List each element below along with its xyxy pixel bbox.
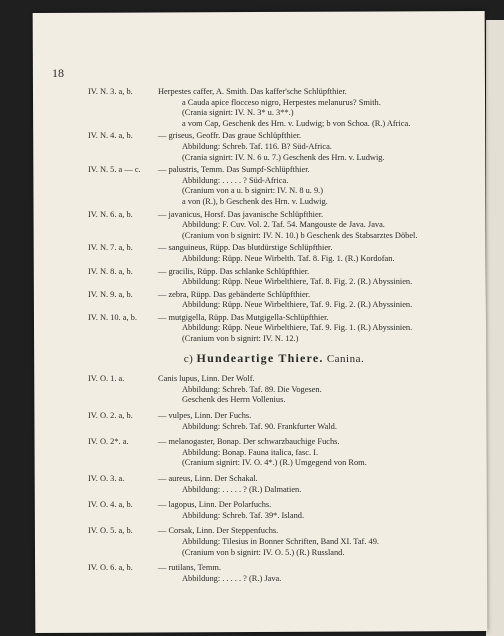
detail-line: Abbildung: Rüpp. Neue Wirbelth. Taf. 8. Fig. 1. (R.) Kordofan. xyxy=(182,253,395,263)
detail-line: Abbildung: Rüpp. Neue Wirbelthiere, Taf. 9. Fig. 1. (R.) Abyssinien. xyxy=(182,323,413,333)
detail-line: Abbildung: Bonap. Fauna italica, fasc. I. xyxy=(182,447,319,457)
section-herpestes xyxy=(88,87,460,345)
species-line: — mutgigella, Rüpp. Das Mutgigella-Schlüpfthier. xyxy=(158,312,329,322)
species-line: — aureus, Linn. Der Schakal. xyxy=(158,474,258,483)
species-line: — sanguineus, Rüpp. Das blutdürstige Schlüpfthier. xyxy=(158,243,333,253)
entry-lines xyxy=(158,474,460,495)
detail-line: (Crania signirt: IV. N. 3* u. 3**.) xyxy=(182,108,294,118)
catalogue-code: IV. O. 2. a, b. xyxy=(88,411,133,421)
catalogue-entries xyxy=(88,87,460,589)
species-line: — Corsak, Linn. Der Steppenfuchs. xyxy=(158,526,279,536)
detail-line: Geschenk des Herrn Vollenius. xyxy=(182,395,286,405)
species-line: — melanogaster, Bonap. Der schwarzbauchige Fuchs. xyxy=(158,437,340,447)
entry-lines xyxy=(158,313,460,345)
catalogue-entry xyxy=(88,500,460,521)
catalogue-code: IV. N. 9. a, b. xyxy=(88,289,133,299)
catalogue-entry xyxy=(88,437,460,469)
species-line: — zebra, Rüpp. Das gebänderte Schlüpfthier. xyxy=(158,289,311,299)
catalogue-code: IV. N. 5. a — c. xyxy=(88,165,141,175)
catalogue-code: IV. O. 6. a, b. xyxy=(88,563,133,573)
section-canina xyxy=(88,374,460,584)
detail-line: Abbildung: Schreb. Taf. 116. B? Süd-Africa. xyxy=(182,141,332,151)
catalogue-entry xyxy=(88,290,460,311)
next-page-edge xyxy=(486,20,504,636)
detail-line: Abbildung: Tilesius in Bonner Schriften, Band XI. Taf. 49. xyxy=(182,536,379,546)
catalogue-code: IV. O. 4. a, b. xyxy=(88,500,133,510)
catalogue-entry xyxy=(88,526,460,558)
detail-line: (Cranium von b signirt: IV. N. 10.) b Geschenk des Stabsarztes Döbel. xyxy=(182,230,418,240)
species-line: Herpestes caffer, A. Smith. Das kaffer'sche Schlüpfthier. xyxy=(158,87,347,96)
entry-lines xyxy=(158,290,460,311)
detail-line: Abbildung: Schreb. Taf. 90. Frankfurter Wald. xyxy=(182,421,337,431)
section-title: Hundeartige Thiere. xyxy=(196,350,324,365)
catalogue-entry xyxy=(88,165,460,207)
catalogue-entry xyxy=(88,563,460,584)
catalogue-code: IV. O. 1. a. xyxy=(88,374,125,384)
detail-line: (Cranium von b signirt: IV. N. 12.) xyxy=(182,334,299,344)
catalogue-entry xyxy=(88,87,460,129)
species-line: — griseus, Geoffr. Das graue Schlüpfthier. xyxy=(158,131,302,141)
catalogue-code: IV. N. 10. a, b. xyxy=(88,312,137,322)
detail-line: Abbildung: . . . . . ? (R.) Dalmatien. xyxy=(182,484,302,494)
detail-line: Abbildung: . . . . . ? Süd-Africa. xyxy=(182,175,289,185)
species-line: — rutilans, Temm. xyxy=(158,563,221,573)
species-line: Canis lupus, Linn. Der Wolf. xyxy=(158,374,255,384)
entry-lines xyxy=(158,267,460,288)
detail-line: a von (R.), b Geschenk des Hrn. v. Ludwig. xyxy=(182,196,328,206)
detail-line: Abbildung: F. Cuv. Vol. 2. Taf. 54. Mangouste de Java. Java. xyxy=(182,220,385,230)
catalogue-entry xyxy=(88,243,460,264)
catalogue-code: IV. O. 5. a, b. xyxy=(88,526,133,536)
entry-lines xyxy=(158,563,460,584)
entry-lines xyxy=(158,87,460,129)
entry-lines xyxy=(158,165,460,207)
catalogue-entry xyxy=(88,267,460,288)
detail-line: Abbildung: Schreb. Taf. 89. Die Vogesen. xyxy=(182,384,322,394)
entry-lines xyxy=(158,131,460,163)
detail-line: (Crania signirt: IV. N. 6 u. 7.) Geschenk des Hrn. v. Ludwig. xyxy=(182,152,385,162)
detail-line: Abbildung: . . . . . ? (R.) Java. xyxy=(182,573,282,583)
page-number: 18 xyxy=(52,66,64,80)
catalogue-code: IV. O. 2*. a. xyxy=(88,437,129,447)
species-line: — palustris, Temm. Das Sumpf-Schlüpfthier. xyxy=(158,165,310,175)
catalogue-code: IV. N. 8. a, b. xyxy=(88,266,133,276)
catalogue-code: IV. N. 3. a, b. xyxy=(88,87,133,96)
detail-line: (Cranium signirt: IV. O. 4*.) (R.) Umgegend von Rom. xyxy=(182,458,367,468)
catalogue-code: IV. N. 7. a, b. xyxy=(88,243,133,253)
detail-line: Abbildung: Rüpp. Neue Wirbelthiere, Taf. 8. Fig. 2. (R.) Abyssinien. xyxy=(182,277,413,287)
entry-lines xyxy=(158,243,460,264)
detail-line: a vom Cap, Geschenk des Hrn. v. Ludwig; b von Schoa. (R.) Africa. xyxy=(182,118,411,128)
section-latin-name: Canina. xyxy=(326,352,365,365)
entry-lines xyxy=(158,437,460,469)
section-letter: c) xyxy=(183,352,194,365)
species-line: — gracilis, Rüpp. Das schlanke Schlüpfthier. xyxy=(158,266,310,276)
section-heading xyxy=(88,350,460,365)
entry-lines xyxy=(158,500,460,521)
catalogue-code: IV. N. 4. a, b. xyxy=(88,131,133,141)
species-line: — vulpes, Linn. Der Fuchs. xyxy=(158,411,252,421)
catalogue-entry xyxy=(88,374,460,406)
entry-lines xyxy=(158,374,460,406)
catalogue-entry xyxy=(88,474,460,495)
detail-line: a Cauda apice flocceso nigro, Herpestes melanurus? Smith. xyxy=(182,97,381,107)
catalogue-code: IV. N. 6. a, b. xyxy=(88,209,133,219)
detail-line: Abbildung: Rüpp. Neue Wirbelthiere, Taf. 9. Fig. 2. (R.) Abyssinien. xyxy=(182,300,413,310)
catalogue-code: IV. O. 3. a. xyxy=(88,474,125,483)
detail-line: (Cranium von a u. b signirt: IV. N. 8 u. 9.) xyxy=(182,186,324,196)
species-line: — lagopus, Linn. Der Polarfuchs. xyxy=(158,500,272,510)
entry-lines xyxy=(158,526,460,558)
catalogue-entry xyxy=(88,131,460,163)
detail-line: Abbildung: Schreb. Taf. 39*. Island. xyxy=(182,510,305,520)
entry-lines xyxy=(158,210,460,242)
catalogue-entry xyxy=(88,210,460,242)
species-line: — javanicus, Horsf. Das javanische Schlüpfthier. xyxy=(158,209,324,219)
detail-line: (Cranium von b signirt: IV. O. 5.) (R.) Russland. xyxy=(182,547,345,557)
catalogue-entry xyxy=(88,411,460,432)
entry-lines xyxy=(158,411,460,432)
catalogue-entry xyxy=(88,313,460,345)
